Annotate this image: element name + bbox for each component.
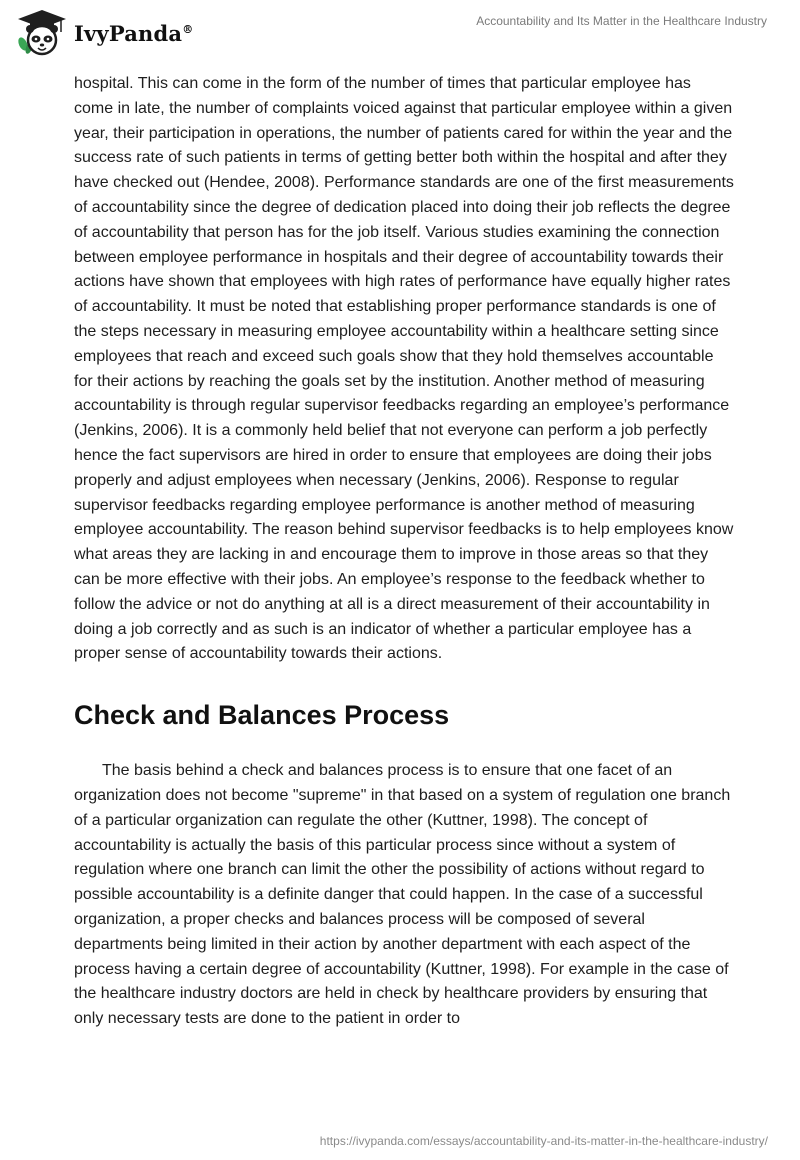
brand-name: IvyPanda® [74,20,194,46]
source-url[interactable]: https://ivypanda.com/essays/accountability-and-its-matter-in-the-healthcare-industry/ [319,1134,768,1148]
ivypanda-logo[interactable] [14,8,193,58]
article-body [74,72,734,1032]
paragraph: hospital. This can come in the form of the number of times that particular employee has come in late, the number of complaints voiced against that particular employee within a given year, their participation in operations, the number of patients cared for within the year and the success rate of such patients in terms of getting better both within the hospital and after they have checked out (Hendee, 2008). Performance standards are one of the first measurements of accountability since the degree of dedication placed into doing their job reflects the degree of accountability that person has for the job itself. Various studies examining the connection between employee performance in hospitals and their degree of accountability towards their actions have shown that employees with high rates of performance have equally higher rates of accountability. It must be noted that establishing proper performance standards is one of the steps necessary in measuring employee accountability within a healthcare setting since employees that reach and exceed such goals show that they hold themselves accountable for their actions by reaching the goals set by the institution. Another method of measuring accountability is through regular supervisor feedbacks regarding an employee’s performance (Jenkins, 2006). It is a commonly held belief that not everyone can perform a job perfectly hence the fact supervisors are hired in order to ensure that employees are doing their jobs properly and adjust employees when necessary (Jenkins, 2006). Response to regular supervisor feedbacks regarding employee performance is another method of measuring employee accountability. The reason behind supervisor feedbacks is to help employees know what areas they are lacking in and encourage them to improve in those areas so that they can be more effective with their jobs. An employee’s response to the feedback whether to follow the advice or not do anything at all is a direct measurement of their accountability in doing a job correctly and as such is an indicator of whether a particular employee has a proper sense of accountability towards their actions. [74,75,734,663]
document-title: Accountability and Its Matter in the Healthcare Industry [476,14,767,28]
section-heading: Check and Balances Process [74,700,450,731]
panda-graduate-icon [14,8,70,58]
page-header [0,0,800,70]
paragraph: The basis behind a check and balances process is to ensure that one facet of an organization does not become "supreme" in that based on a system of regulation one branch of a particular organization can regulate the other (Kuttner, 1998). The concept of accountability is actually the basis of this particular process since without a system of regulation where one branch can limit the other the possibility of actions without regard to possible accountability is a definite danger that could happen. In the case of a successful organization, a proper checks and balances process will be composed of several departments being limited in their action by another department with each aspect of the process having a certain degree of accountability (Kuttner, 1998). For example in the case of the healthcare industry doctors are held in check by healthcare providers by ensuring that only necessary tests are done to the patient in order to [74,762,731,1028]
